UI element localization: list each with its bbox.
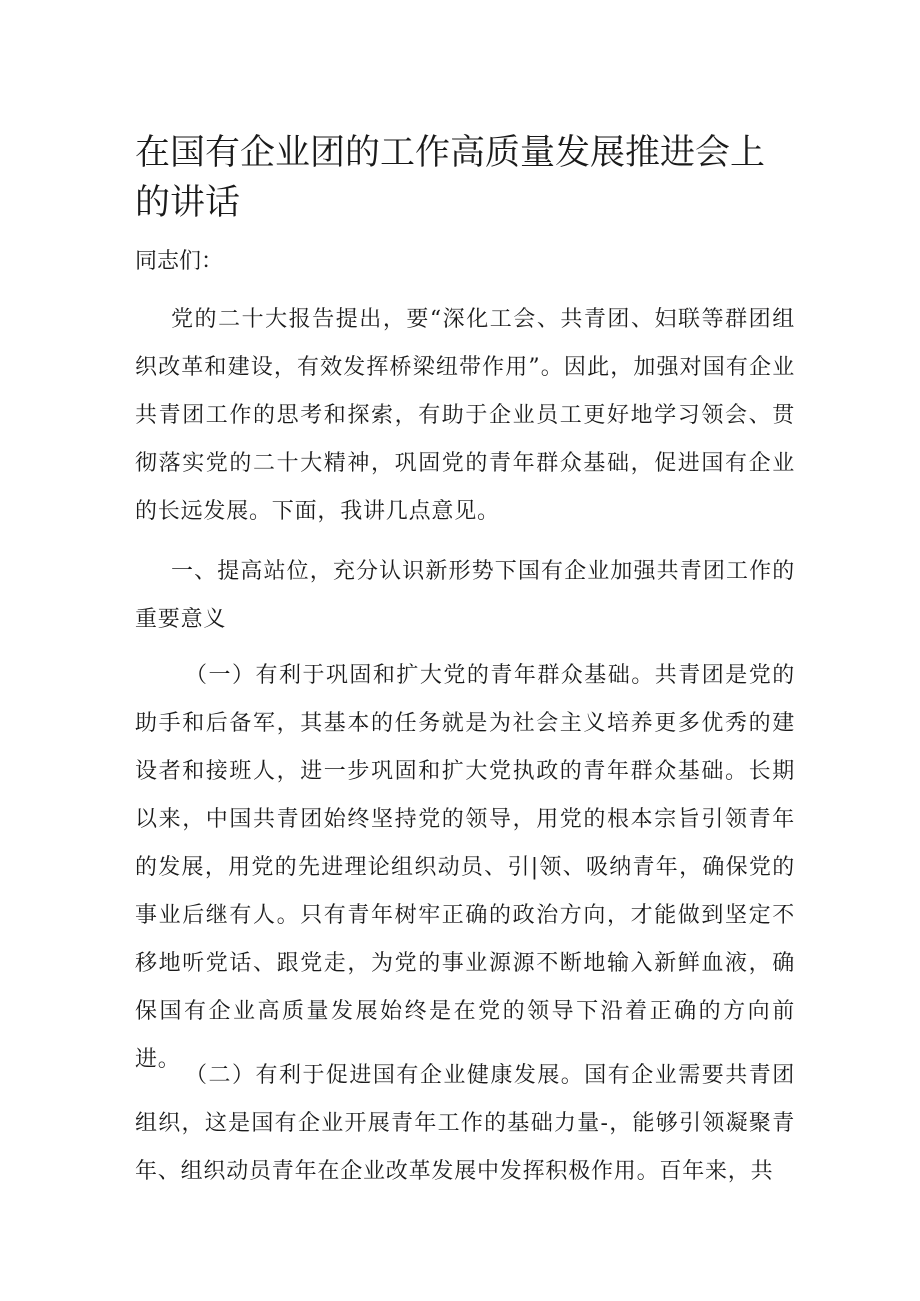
paragraph-intro: 党的二十大报告提出，要“深化工会、共青团、妇联等群团组织改革和建设，有效发挥桥梁纽带作用”。因此，加强对国有企业共青团工作的思考和探索，有助于企业员工更好地学习领会、贯彻落实党的二十大精神，巩固党的青年群众基础，促进国有企业的长远发展。下面，我讲几点意见。 xyxy=(135,307,795,524)
document-title: 在国有企业团的工作高质量发展推进会上的讲话 xyxy=(135,133,766,223)
paragraph-point-2: （二）有利于促进国有企业健康发展。国有企业需要共青团组织，这是国有企业开展青年工作的基础力量-，能够引领凝聚青年、组织动员青年在企业改革发展中发挥积极作用。百年来，共 xyxy=(135,1063,795,1184)
section-heading-1: 一、提高站位，充分认识新形势下国有企业加强共青团工作的重要意义 xyxy=(135,559,795,632)
salutation: 同志们： xyxy=(135,249,224,274)
paragraph-point-1: （一）有利于巩固和扩大党的青年群众基础。共青团是党的助手和后备军，其基本的任务就是为社会主义培养更多优秀的建设者和接班人，进一步巩固和扩大党执政的青年群众基础。长期以来，中国共青团始终坚持党的领导，用党的根本宗旨引领青年的发展，用党的先进理论组织动员、引|领、吸纳青年，确保党的事业后继有人。只有青年树牢正确的政治方向，才能做到坚定不移地听党话、跟党走，为党的事业源源不断地输入新鲜血液，确保国有企业高质量发展始终是在党的领导下沿着正确的方向前进。 xyxy=(135,663,795,1072)
